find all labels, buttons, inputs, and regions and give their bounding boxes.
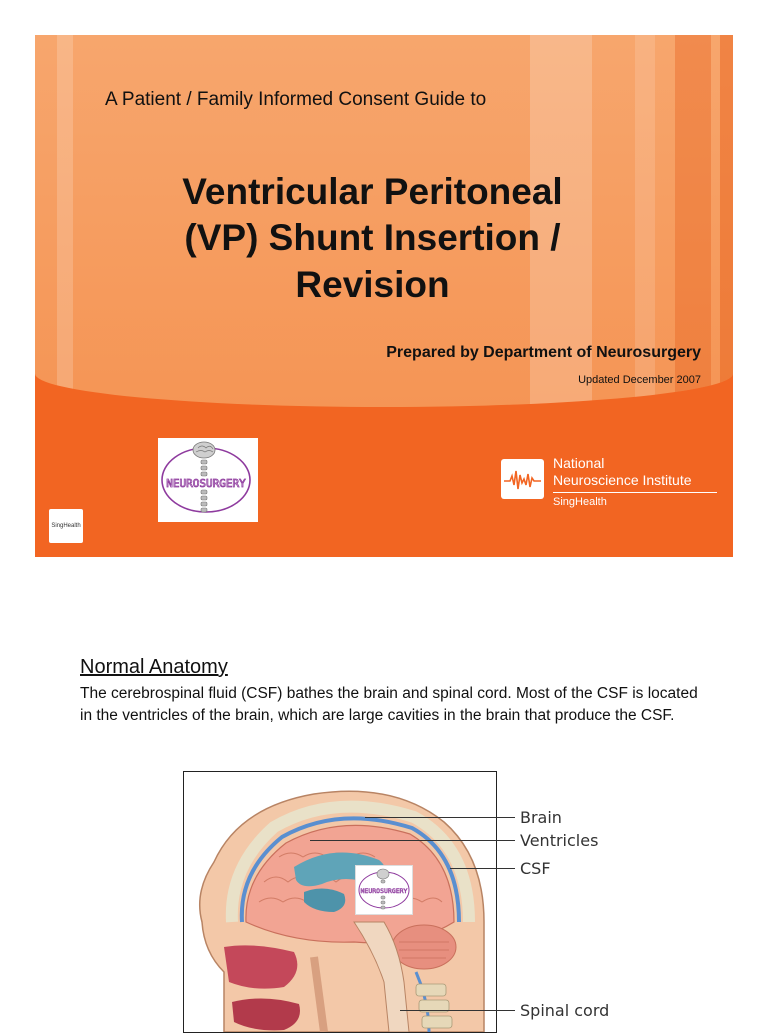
prepared-by: Prepared by Department of Neurosurgery [386,344,701,361]
brain-spine-logo-icon [158,438,258,522]
institute-parent: SingHealth [553,496,607,508]
title-panel [35,35,733,407]
decorative-stripe [720,35,733,407]
leader-line [310,840,515,841]
singhealth-small-logo-text: SingHealth [51,523,81,529]
svg-text:NEUROSURGERY: NEUROSURGERY [166,477,246,490]
institute-logo-mark [501,459,544,499]
title-line: (VP) Shunt Insertion / [184,217,561,259]
neurosurgery-logo [158,438,258,522]
anatomy-illustration [183,771,497,1033]
institute-name-line: Neuroscience Institute [553,472,692,488]
section-heading: Normal Anatomy [80,656,228,678]
divider [553,492,717,493]
neurosurgery-watermark [355,865,413,915]
updated-date: Updated December 2007 [578,374,701,386]
anatomy-figure [150,755,650,1024]
leader-line [365,817,515,818]
section-paragraph: The cerebrospinal fluid (CSF) bathes the brain and spinal cord. Most of the CSF is located in the ventricles of the brain, which are large cavities in the brain that produce the CSF. [80,685,698,724]
institute-name [553,455,717,508]
leader-line [400,1010,515,1011]
label-csf: CSF [520,859,551,878]
cover-slide [35,35,733,557]
guide-intro: A Patient / Family Informed Consent Guide to [105,89,487,110]
title-line: Revision [295,263,450,305]
leader-line [450,868,515,869]
title-line: Ventricular Peritoneal [182,171,563,212]
decorative-stripe [57,35,73,407]
label-spinal-cord: Spinal cord [520,1001,610,1020]
document-title [95,169,650,308]
institute-logo [501,455,721,515]
singhealth-small-logo [49,509,83,543]
label-brain: Brain [520,808,562,827]
label-ventricles: Ventricles [520,831,599,850]
brain-spine-logo-icon [356,866,412,914]
waveform-logo-icon [501,459,544,499]
head-cross-section-illustration [184,772,496,1032]
svg-text:NEUROSURGERY: NEUROSURGERY [360,887,408,895]
institute-name-line: National [553,455,605,471]
